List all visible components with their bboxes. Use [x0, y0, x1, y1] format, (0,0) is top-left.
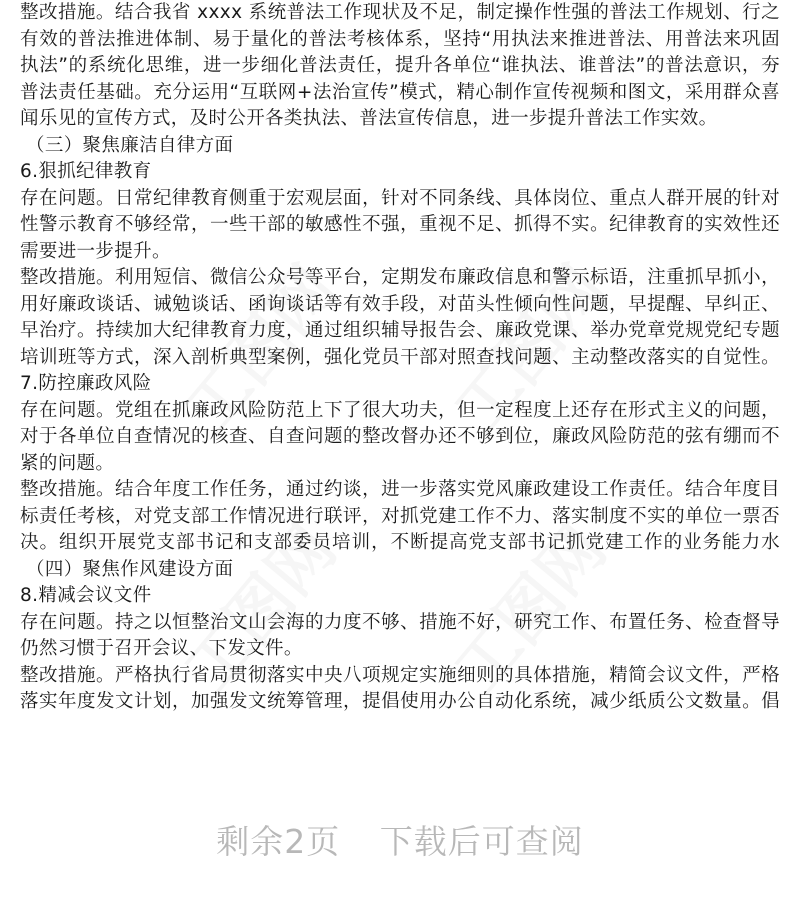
body-text-line: 整改措施。利用短信、微信公众号等平台，定期发布廉政信息和警示标语，注重抓早抓小，: [20, 267, 780, 288]
body-text-line: 有效的普法推进体制、易于量化的普法考核体系，坚持“用执法来推进普法、用普法来巩固: [20, 28, 780, 50]
body-text-line: 对于各单位自查情况的核查、自查问题的整改督办还不够到位，廉政风险防范的弦有绷而不: [20, 426, 780, 447]
body-text-line: 仍然习惯于召开会议、下发文件。: [20, 638, 303, 659]
body-text-line: 闻乐见的宣传方式，及时公开各类执法、普法宣传信息，进一步提升普法工作实效。: [20, 108, 718, 129]
body-text-line: 整改措施。严格执行省局贯彻落实中央八项规定实施细则的具体措施，精简会议文件，严格: [20, 664, 780, 686]
subsection-heading: 7.防控廉政风险: [20, 373, 152, 394]
body-text-line: 培训班等方式，深入剖析典型案例，强化党员干部对照查找问题、主动整改落实的自觉性。: [20, 346, 780, 368]
body-text-line: 整改措施。结合我省 xxxx 系统普法工作现状及不足，制定操作性强的普法工作规划、行之: [20, 2, 780, 23]
subsection-heading: 6.狠抓纪律教育: [20, 161, 152, 182]
document-body: [20, 0, 780, 716]
body-text-line: 性警示教育不够经常，一些干部的敏感性不强，重视不足、抓得不实。纪律教育的实效性还: [20, 214, 780, 235]
body-text-line: 落实年度发文计划，加强发文统筹管理，提倡使用办公自动化系统，减少纸质公文数量。倡: [20, 691, 780, 712]
body-text-line: 需要进一步提升。: [20, 240, 171, 262]
body-text-line: 执法”的系统化思维，进一步细化普法责任，提升各单位“谁执法、谁普法”的普法意识，夯: [20, 55, 780, 76]
subsection-heading: 8.精减会议文件: [20, 585, 152, 606]
section-heading: （四）聚焦作风建设方面: [26, 558, 234, 580]
body-text-line: 紧的问题。: [20, 452, 115, 474]
section-heading: （三）聚焦廉洁自律方面: [26, 134, 234, 156]
body-text-line: 标责任考核，对党支部工作情况进行联评，对抓党建工作不力、落实制度不实的单位一票否: [20, 505, 780, 527]
body-text-line: 整改措施。结合年度工作任务，通过约谈，进一步落实党风廉政建设工作责任。结合年度目: [20, 479, 780, 500]
body-text-line: 存在问题。党组在抓廉政风险防范上下了很大功夫，但一定程度上还存在形式主义的问题，: [20, 399, 780, 421]
body-text-line: 用好廉政谈话、诫勉谈话、函询谈话等有效手段，对苗头性倾向性问题，早提醒、早纠正、: [20, 293, 780, 315]
body-text-line: 决。组织开展党支部书记和支部委员培训，不断提高党支部书记抓党建工作的业务能力水: [20, 532, 780, 553]
body-text-line: 存在问题。日常纪律教育侧重于宏观层面，针对不同条线、具体岗位、重点人群开展的针对: [20, 187, 780, 209]
remaining-pages-notice[interactable]: 剩余2页 下载后可查阅: [216, 822, 584, 861]
body-text-line: 存在问题。持之以恒整治文山会海的力度不够、措施不好，研究工作、布置任务、检查督导: [20, 611, 780, 633]
body-text-line: 普法责任基础。充分运用“互联网+法治宣传”模式，精心制作宣传视频和图文，采用群众喜: [20, 81, 780, 103]
body-text-line: 早治疗。持续加大纪律教育力度，通过组织辅导报告会、廉政党课、举办党章党规党纪专题: [20, 320, 780, 341]
